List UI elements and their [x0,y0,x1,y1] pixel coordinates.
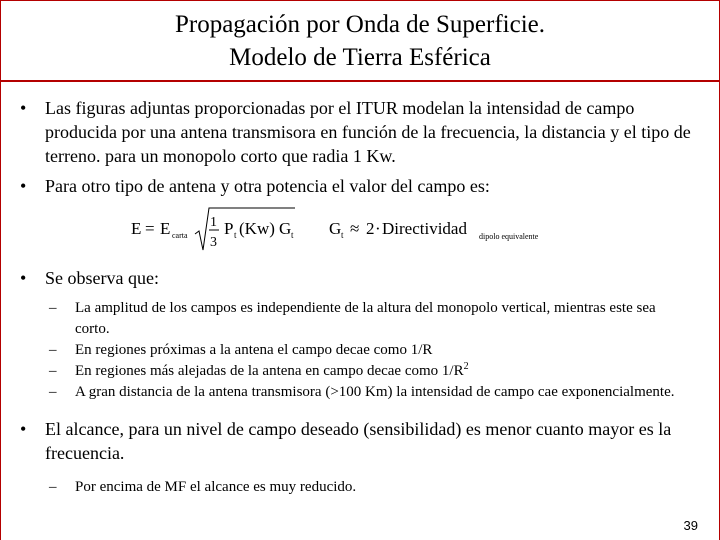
dash-glyph: – [49,342,57,358]
formula-kw: (Kw) [239,219,275,238]
dash-glyph: – [49,363,57,379]
bullet-observe [0,266,720,290]
dash-glyph: – [49,300,57,316]
dash-glyph: – [49,479,57,495]
formula-cdot: · [375,219,381,238]
formula-eq: = [145,219,155,238]
bullet-itur [0,96,720,168]
formula-P: P [224,219,234,238]
sub-bullet-text: Por encima de MF el alcance es muy reducido. [75,479,357,495]
formula-E: E [131,219,142,238]
field-formula [131,200,720,266]
frac-den: 3 [210,235,217,250]
page-number: 39 [683,518,698,533]
sub-bullet-text: La amplitud de los campos es independiente de la altura del monopolo vertical, mientras este sea corto. [75,300,656,337]
bullet-range [0,417,720,465]
formula-E-base: E [160,219,171,238]
bullet-dot: • [20,176,27,196]
formula-G2-sub: t [341,230,344,240]
formula-dir-sub: dipolo equivalente [479,232,539,241]
bullet-text: Se observa que: [45,268,159,288]
sub-bullet [0,298,720,340]
formula-G-sub: t [291,230,294,240]
bullet-dot: • [20,419,27,439]
formula-G2: G [329,219,342,238]
slide-title [0,8,720,74]
formula-G: G [279,219,292,238]
slide-body [0,96,720,498]
sub-bullet [0,340,720,361]
sub-bullet [0,361,720,382]
frac-num: 1 [210,215,217,230]
dash-glyph: – [49,384,57,400]
formula-P-sub: t [234,230,237,240]
observe-sublist [0,298,720,403]
bullet-text: Para otro tipo de antena y otra potencia el valor del campo es: [45,176,490,196]
formula-graphic [131,200,571,260]
bullet-text: Las figuras adjuntas proporcionadas por el ITUR modelan la intensidad de campo producida por una antena transmisora en función de la frecuencia, la distancia y el tipo de terreno. para un monopolo corto que radia 1 Kw. [45,98,691,166]
title-line-1: Propagación por Onda de Superficie. [174,11,546,38]
title-divider [0,80,720,82]
sub-bullet [0,477,720,498]
sub-bullet [0,382,720,403]
sub-bullet-text: En regiones próximas a la antena el campo decae como 1/R [75,342,433,358]
formula-E-sub: carta [172,231,188,240]
formula-approx: ≈ [350,219,360,238]
sub-bullet-text: En regiones más alejadas de la antena en campo decae como 1/R [75,363,464,379]
bullet-dot: • [20,98,27,118]
bullet-text: El alcance, para un nivel de campo deseado (sensibilidad) es menor cuanto mayor es la frecuencia. [45,419,672,463]
range-sublist [0,477,720,498]
formula-two: 2 [366,219,375,238]
bullet-dot: • [20,268,27,288]
title-line-2: Modelo de Tierra Esférica [229,44,491,71]
superscript-2: 2 [463,361,469,372]
formula-directividad: Directividad [382,219,467,238]
bullet-other-antenna [0,174,720,198]
sub-bullet-text: A gran distancia de la antena transmisora (>100 Km) la intensidad de campo cae exponencialmente. [75,384,675,400]
